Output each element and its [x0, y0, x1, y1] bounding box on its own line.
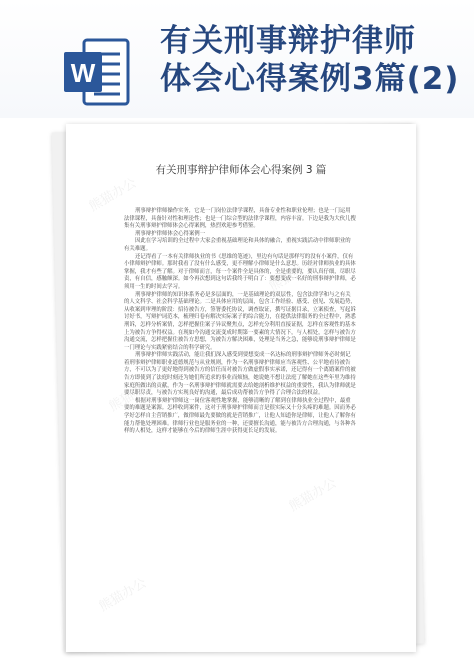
paragraph: 刑事辩护律师操作实务，它是一门岗位法律学课程，具备专业性和职业伦理；也是一门运用法律课程，具备针对性和理论性；也是一门综合型的法律学课程，内容丰富。下边是我为大伙儿搜集有关刑事辩护律师体会心得案例，热烈欢迎参考借鉴。: [124, 208, 356, 230]
paragraph: 还记得看了一本有关律师执业的书《思维的笔迹》，里边有句话是那样写的没有小案件，仅有小律师辩护律师。那时我看了没有什么感受，更不理解小律师是什么意思。历经对律师执业的具体掌握，我才有些了解。对于律师而言，每一个案件全是具体的，全是重要的，要认真仔细，尽职尽责，有自信，感触颇深。如今再次想到这句话我终于明白了：要想变成一名好的刑事辩护律师，必须用一生的时间去学习。: [124, 253, 356, 290]
document-body: [124, 208, 356, 436]
watermark: 熊猫办公: [286, 475, 340, 515]
paragraph: 刑事辩护律师体会心得案例一: [135, 230, 206, 237]
paragraph: 刑事辩护律师的知识体系务必是多层面的，一是基础理论的双层性，包含法律学和与之有关的人文科学、社会科学基础理论。二是具体应用的层面，包含工作经验、感受、创见、发展趋势，从收案到审理的阶段：招待被告方，签署委托协议，调查取证，撰写证据目录，立案侦查，写起诉讨好书，写辩护词范本，梳理归卷有解决实际案子的综合能力，在提供法律服务的全过程中，熟悉刑诉，怎样分析案情，怎样把握住案子异议聚焦点，怎样充分利用直接证据，怎样在客观性的基本上为被告方争得权益。在现如今沟通交流变成时期第一要素的大情况下，与人相处，怎样与被告方沟通交流，怎样把握住被告方思想，为被告方解决困难，处理是当务之急，能够说刑事辩护律师是一门理论与实践紧密结合的科学研究。: [124, 291, 356, 351]
page-title: [160, 22, 460, 98]
paragraph: 根据对刑事辩护律师这一岗位客观性地掌握，能够清晰的了解到在律师执业全过程中，最重要的难题是案源。怎样收到案件，这对于刑事辩护律师而言是很实际又十分头疼的难题。因而务必学好怎样自主营销推广，做律师最先要做的就是营销推广，让他人知道你是律师，让他人了解你有能力帮他处理困难。律师行业也是服务业的一种，还要擅长沟通，能与被告方合理沟通，与各种各样的人相处，这样才能够在今后的律师生涯中获得更长足的发展。: [124, 397, 356, 435]
watermark: 熊猫办公: [86, 175, 140, 215]
document-title: 有关刑事辩护律师体会心得案例 3 篇: [155, 164, 327, 176]
watermark: 熊猫办公: [96, 575, 150, 615]
preview-header: [0, 0, 474, 118]
word-document-icon: [62, 36, 132, 108]
page-title-line-2: 体会心得案例3篇(2): [160, 61, 460, 97]
page-title-line-1: 有关刑事辩护律师: [160, 23, 416, 59]
watermark: 熊猫办公: [266, 255, 320, 295]
word-icon-letter: W: [70, 58, 96, 88]
paragraph: 因此在学习培训的全过程中大家会重视基础理论和具体的融合，重视实践活动中律师职业的有关难题。: [124, 238, 351, 252]
watermark: 熊猫办公: [106, 375, 160, 415]
paragraph: 刑事辩护律师实践活动，能让我们深入感受到要想变成一名达标的刑事辩护律师务必时刻记着刑事辩护律师职业道德规范与从业规则，作为一名刑事辩护律师应当客观性、公平地看待被告方，不可以为了更好地得到被告方的信任而对被告方做虚假事实承诺，还记得有一个离婚案件的被告方即使到了法庭时刻还为她们所追求的事业而烦恼，她说她不想让法庭了解她在这些年里为维持家庭所做出的贡献，作为一名刑事辩护律师就需要去给她剖析维护权益的重要性，我认为律师就是要尽职尽责，与被告方实现良好的沟通，最后成功帮被告方争得了合理合法的权益。: [124, 352, 356, 397]
document-page: [66, 124, 416, 652]
